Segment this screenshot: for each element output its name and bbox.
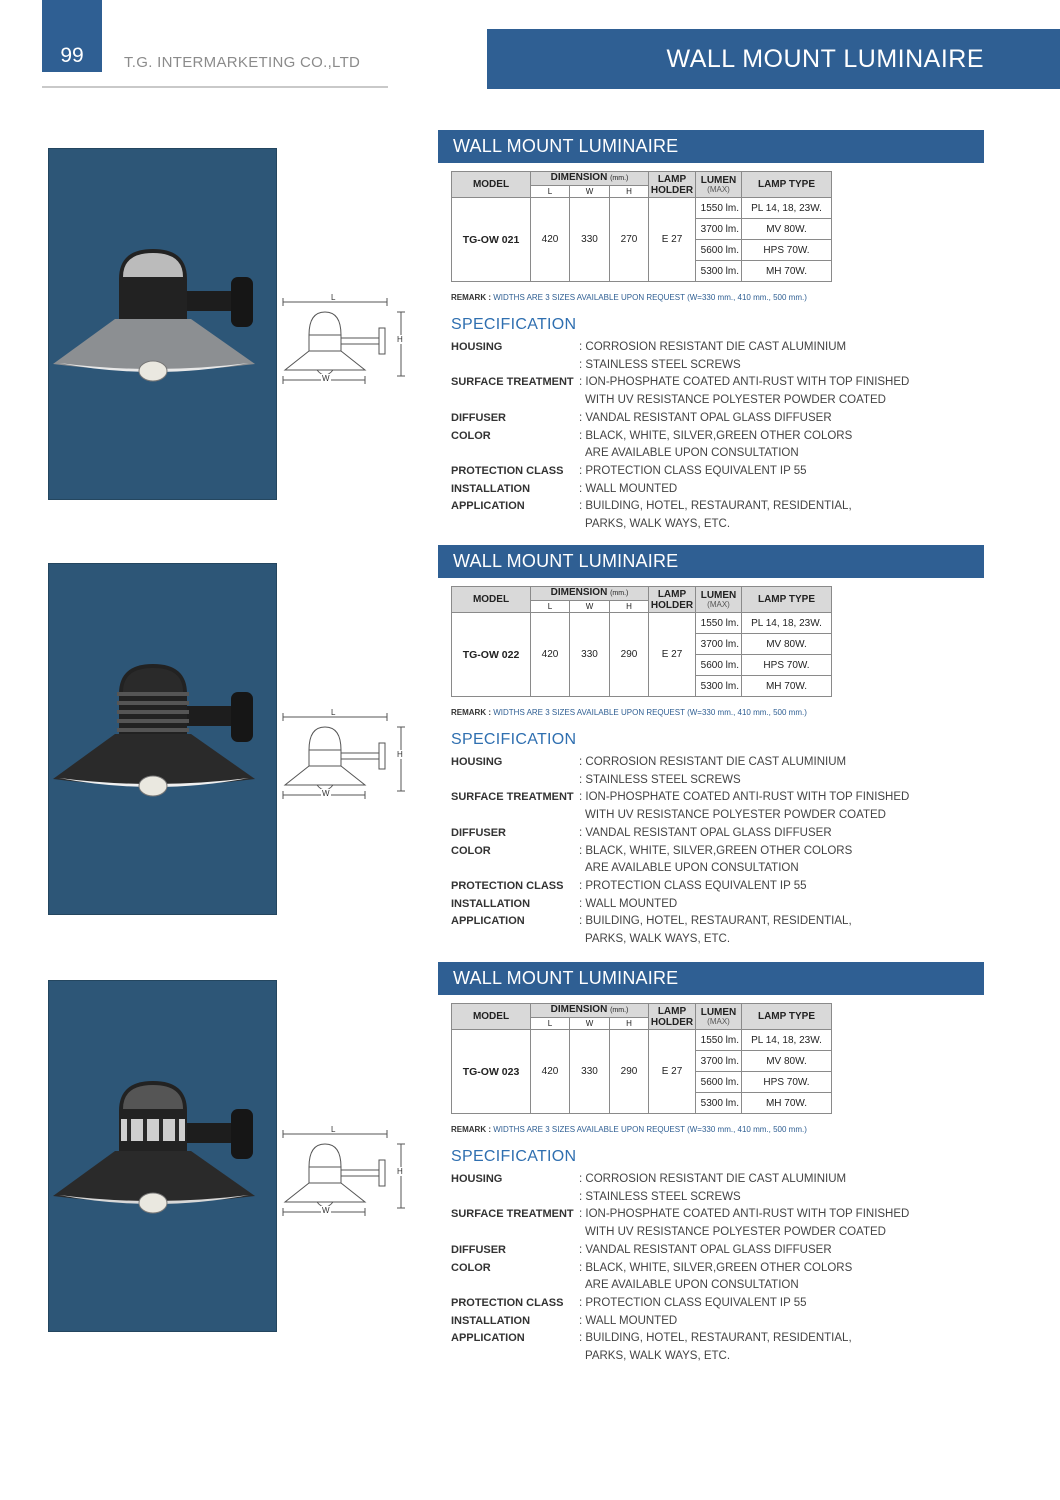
spec-table — [451, 1003, 832, 1114]
dim-l-cell: 420 — [531, 613, 570, 697]
spec-key: DIFFUSER — [451, 1243, 506, 1256]
spec-value: ARE AVAILABLE UPON CONSULTATION — [585, 447, 799, 460]
header-dimension-label: DIMENSION — [550, 172, 608, 183]
spec-key — [451, 772, 579, 790]
spec-key: HOUSING — [451, 756, 503, 768]
header-dimension-label: DIMENSION — [550, 587, 608, 598]
dim-h-cell: 290 — [610, 1030, 649, 1114]
spec-value: : ION-PHOSPHATE COATED ANTI-RUST WITH TOP FINISHED — [579, 376, 910, 389]
lamp-holder-cell: E 27 — [649, 613, 696, 697]
dim-l-cell: 420 — [531, 1030, 570, 1114]
lamp-type-cell: MV 80W. — [742, 219, 832, 240]
spec-key: SURFACE TREATMENT — [451, 376, 574, 389]
specification-list — [451, 1171, 919, 1366]
remark-text: WIDTHS ARE 3 SIZES AVAILABLE UPON REQUEST (W=330 mm., 410 mm., 500 mm.) — [493, 1125, 807, 1134]
remark-text: WIDTHS ARE 3 SIZES AVAILABLE UPON REQUEST (W=330 mm., 410 mm., 500 mm.) — [493, 293, 807, 302]
spec-key — [451, 1189, 579, 1207]
spec-key: PROTECTION CLASS — [451, 879, 564, 892]
spec-key: SURFACE TREATMENT — [451, 1208, 574, 1221]
lamp-type-cell: HPS 70W. — [742, 1072, 832, 1093]
specification-list — [451, 754, 919, 949]
spec-row — [451, 931, 919, 949]
lumen-cell: 1550 lm. — [696, 1030, 742, 1051]
spec-row — [451, 789, 919, 807]
header-l: L — [531, 601, 570, 613]
header-lamp-holder — [649, 172, 696, 198]
spec-key — [451, 1348, 579, 1366]
spec-key: COLOR — [451, 429, 491, 442]
spec-key: COLOR — [451, 1261, 491, 1274]
lamp-type-cell: HPS 70W. — [742, 655, 832, 676]
header-lumen-sub: (MAX) — [707, 184, 730, 194]
drawing-label-h: H — [397, 335, 403, 344]
spec-key — [451, 931, 579, 949]
spec-key — [451, 392, 579, 410]
spec-key: COLOR — [451, 844, 491, 857]
drawing-label-l: L — [331, 1125, 336, 1134]
spec-row — [451, 913, 919, 931]
header-dimension — [531, 587, 649, 601]
spec-row — [451, 1206, 919, 1224]
spec-value: : CORROSION RESISTANT DIE CAST ALUMINIUM — [579, 1173, 847, 1185]
lumen-cell: 3700 lm. — [696, 1051, 742, 1072]
lumen-cell: 5300 lm. — [696, 676, 742, 697]
lumen-cell: 5600 lm. — [696, 1072, 742, 1093]
remark-text: WIDTHS ARE 3 SIZES AVAILABLE UPON REQUEST (W=330 mm., 410 mm., 500 mm.) — [493, 708, 807, 717]
remark-label: REMARK : — [451, 293, 491, 302]
header-h: H — [610, 186, 649, 198]
section-title: WALL MOUNT LUMINAIRE — [487, 29, 1060, 89]
specification-heading: SPECIFICATION — [451, 316, 577, 333]
model-cell: TG-OW 022 — [452, 613, 531, 697]
product-block — [0, 130, 1060, 540]
spec-value: PARKS, WALK WAYS, ETC. — [585, 933, 731, 946]
specification-heading: SPECIFICATION — [451, 731, 577, 748]
spec-value: : BUILDING, HOTEL, RESTAURANT, RESIDENTIAL, — [579, 1332, 852, 1345]
spec-key — [451, 1224, 579, 1242]
spec-table — [451, 171, 832, 282]
header-dimension-unit: (mm.) — [610, 1007, 629, 1014]
product-block — [0, 962, 1060, 1372]
header-w: W — [570, 601, 610, 613]
spec-value: : STAINLESS STEEL SCREWS — [579, 358, 741, 371]
spec-value: : WALL MOUNTED — [579, 897, 678, 910]
product-photo — [48, 980, 277, 1332]
spec-value: : VANDAL RESISTANT OPAL GLASS DIFFUSER — [579, 826, 832, 839]
spec-key — [451, 860, 579, 878]
spec-key — [451, 516, 579, 534]
spec-key: INSTALLATION — [451, 897, 531, 910]
spec-value: : VANDAL RESISTANT OPAL GLASS DIFFUSER — [579, 411, 832, 424]
spec-value: : PROTECTION CLASS EQUIVALENT IP 55 — [579, 464, 807, 477]
spec-value: : CORROSION RESISTANT DIE CAST ALUMINIUM — [579, 341, 847, 353]
header-lamp: LAMP — [657, 173, 687, 185]
page-number: 99 — [42, 0, 102, 72]
spec-row — [451, 896, 919, 914]
lamp-type-cell: MV 80W. — [742, 634, 832, 655]
dimension-drawing — [279, 290, 409, 390]
spec-value: : WALL MOUNTED — [579, 1314, 678, 1327]
header-l: L — [531, 186, 570, 198]
header-lamp-holder — [649, 587, 696, 613]
spec-value: : WALL MOUNTED — [579, 482, 678, 495]
spec-row — [451, 516, 919, 534]
drawing-label-h: H — [397, 1167, 403, 1176]
dimension-drawing — [279, 1122, 409, 1222]
dimension-drawing — [279, 705, 409, 805]
spec-row — [451, 1242, 919, 1260]
spec-row — [451, 1330, 919, 1348]
spec-value: : BUILDING, HOTEL, RESTAURANT, RESIDENTIAL, — [579, 915, 852, 928]
spec-row — [451, 392, 919, 410]
lamp-illustration — [49, 564, 278, 916]
spec-key: INSTALLATION — [451, 1314, 531, 1327]
spec-key: INSTALLATION — [451, 482, 531, 495]
spec-row — [451, 481, 919, 499]
spec-key: APPLICATION — [451, 1332, 525, 1345]
header-lumen-label: LUMEN — [700, 174, 737, 186]
product-title: WALL MOUNT LUMINAIRE — [438, 962, 984, 995]
remark-label: REMARK : — [451, 1125, 491, 1134]
spec-value: : PROTECTION CLASS EQUIVALENT IP 55 — [579, 879, 807, 892]
remark — [451, 708, 807, 717]
lamp-type-cell: HPS 70W. — [742, 240, 832, 261]
spec-value: : CORROSION RESISTANT DIE CAST ALUMINIUM — [579, 756, 847, 768]
header-lumen — [696, 1004, 742, 1030]
header-holder: HOLDER — [650, 599, 694, 611]
spec-row — [451, 428, 919, 446]
header-model: MODEL — [452, 1004, 531, 1030]
lamp-type-cell: PL 14, 18, 23W. — [742, 198, 832, 219]
spec-row — [451, 374, 919, 392]
lumen-cell: 5300 lm. — [696, 261, 742, 282]
product-title: WALL MOUNT LUMINAIRE — [438, 130, 984, 163]
spec-key: APPLICATION — [451, 500, 525, 513]
spec-value: : STAINLESS STEEL SCREWS — [579, 773, 741, 786]
spec-value: : BLACK, WHITE, SILVER,GREEN OTHER COLORS — [579, 429, 853, 442]
lamp-holder-cell: E 27 — [649, 198, 696, 282]
lamp-type-cell: MH 70W. — [742, 676, 832, 697]
dim-h-cell: 270 — [610, 198, 649, 282]
spec-value: : STAINLESS STEEL SCREWS — [579, 1190, 741, 1203]
spec-value: PARKS, WALK WAYS, ETC. — [585, 1350, 731, 1363]
spec-row — [451, 357, 919, 375]
lumen-cell: 1550 lm. — [696, 613, 742, 634]
lamp-illustration — [49, 149, 278, 501]
spec-value: ARE AVAILABLE UPON CONSULTATION — [585, 862, 799, 875]
spec-value: : PROTECTION CLASS EQUIVALENT IP 55 — [579, 1296, 807, 1309]
spec-row — [451, 1313, 919, 1331]
spec-row — [451, 498, 919, 516]
header-lumen — [696, 172, 742, 198]
header-dimension — [531, 172, 649, 186]
spec-key: APPLICATION — [451, 915, 525, 928]
drawing-label-w: W — [322, 1206, 330, 1215]
spec-key: PROTECTION CLASS — [451, 464, 564, 477]
header-lumen-label: LUMEN — [700, 589, 737, 601]
dim-l-cell: 420 — [531, 198, 570, 282]
header-h: H — [610, 601, 649, 613]
model-cell: TG-OW 021 — [452, 198, 531, 282]
spec-value: : BLACK, WHITE, SILVER,GREEN OTHER COLORS — [579, 844, 853, 857]
header-dimension-unit: (mm.) — [610, 175, 629, 182]
remark-label: REMARK : — [451, 708, 491, 717]
header-h: H — [610, 1018, 649, 1030]
spec-value: WITH UV RESISTANCE POLYESTER POWDER COATED — [585, 1226, 886, 1239]
spec-value: PARKS, WALK WAYS, ETC. — [585, 518, 731, 531]
product-block — [0, 545, 1060, 955]
spec-value: : BUILDING, HOTEL, RESTAURANT, RESIDENTIAL, — [579, 500, 852, 513]
spec-row — [451, 860, 919, 878]
header-lamp-type: LAMP TYPE — [742, 1004, 832, 1030]
spec-row — [451, 339, 919, 357]
lumen-cell: 5600 lm. — [696, 240, 742, 261]
header-w: W — [570, 186, 610, 198]
header-lumen-sub: (MAX) — [707, 1016, 730, 1026]
header-dimension-label: DIMENSION — [550, 1004, 608, 1015]
model-cell: TG-OW 023 — [452, 1030, 531, 1114]
header-holder: HOLDER — [650, 184, 694, 196]
header-lumen-sub: (MAX) — [707, 599, 730, 609]
spec-key: HOUSING — [451, 341, 503, 353]
lamp-type-cell: PL 14, 18, 23W. — [742, 613, 832, 634]
drawing-label-h: H — [397, 750, 403, 759]
drawing-label-l: L — [331, 708, 336, 717]
specification-list — [451, 339, 919, 534]
header-w: W — [570, 1018, 610, 1030]
lamp-type-cell: MV 80W. — [742, 1051, 832, 1072]
drawing-label-l: L — [331, 293, 336, 302]
header-model: MODEL — [452, 587, 531, 613]
spec-value: : VANDAL RESISTANT OPAL GLASS DIFFUSER — [579, 1243, 832, 1256]
spec-value: : ION-PHOSPHATE COATED ANTI-RUST WITH TOP FINISHED — [579, 1208, 910, 1221]
spec-row — [451, 1277, 919, 1295]
header-holder: HOLDER — [650, 1016, 694, 1028]
spec-row — [451, 825, 919, 843]
lumen-cell: 3700 lm. — [696, 634, 742, 655]
lamp-type-cell: MH 70W. — [742, 1093, 832, 1114]
spec-value: WITH UV RESISTANCE POLYESTER POWDER COATED — [585, 809, 886, 822]
spec-table — [451, 586, 832, 697]
spec-row — [451, 843, 919, 861]
dim-w-cell: 330 — [570, 198, 610, 282]
header-lamp-type: LAMP TYPE — [742, 172, 832, 198]
spec-key: DIFFUSER — [451, 826, 506, 839]
remark — [451, 1125, 807, 1134]
drawing-label-w: W — [322, 374, 330, 383]
dim-w-cell: 330 — [570, 613, 610, 697]
specification-heading: SPECIFICATION — [451, 1148, 577, 1165]
spec-value: WITH UV RESISTANCE POLYESTER POWDER COATED — [585, 394, 886, 407]
spec-value: : BLACK, WHITE, SILVER,GREEN OTHER COLORS — [579, 1261, 853, 1274]
spec-row — [451, 410, 919, 428]
header-dimension — [531, 1004, 649, 1018]
header-lamp: LAMP — [657, 588, 687, 600]
spec-row — [451, 772, 919, 790]
header-lamp-holder — [649, 1004, 696, 1030]
lamp-type-cell: PL 14, 18, 23W. — [742, 1030, 832, 1051]
lamp-holder-cell: E 27 — [649, 1030, 696, 1114]
remark — [451, 293, 807, 302]
company-name: T.G. INTERMARKETING CO.,LTD — [124, 54, 361, 71]
lamp-illustration — [49, 981, 278, 1333]
spec-row — [451, 463, 919, 481]
header-dimension-unit: (mm.) — [610, 590, 629, 597]
spec-row — [451, 1224, 919, 1242]
drawing-label-w: W — [322, 789, 330, 798]
header-lumen-label: LUMEN — [700, 1006, 737, 1018]
spec-value: ARE AVAILABLE UPON CONSULTATION — [585, 1279, 799, 1292]
spec-key: HOUSING — [451, 1173, 503, 1185]
lumen-cell: 5600 lm. — [696, 655, 742, 676]
spec-row — [451, 1260, 919, 1278]
spec-row — [451, 878, 919, 896]
header-model: MODEL — [452, 172, 531, 198]
spec-key — [451, 1277, 579, 1295]
spec-row — [451, 807, 919, 825]
lumen-cell: 1550 lm. — [696, 198, 742, 219]
spec-key — [451, 445, 579, 463]
lumen-cell: 5300 lm. — [696, 1093, 742, 1114]
lumen-cell: 3700 lm. — [696, 219, 742, 240]
product-photo — [48, 563, 277, 915]
header-lamp-type: LAMP TYPE — [742, 587, 832, 613]
spec-row — [451, 1189, 919, 1207]
dim-h-cell: 290 — [610, 613, 649, 697]
spec-key: PROTECTION CLASS — [451, 1296, 564, 1309]
header-l: L — [531, 1018, 570, 1030]
spec-row — [451, 445, 919, 463]
spec-key: SURFACE TREATMENT — [451, 791, 574, 804]
spec-row — [451, 1348, 919, 1366]
product-title: WALL MOUNT LUMINAIRE — [438, 545, 984, 578]
spec-row — [451, 1171, 919, 1189]
spec-key: DIFFUSER — [451, 411, 506, 424]
spec-value: : ION-PHOSPHATE COATED ANTI-RUST WITH TOP FINISHED — [579, 791, 910, 804]
spec-key — [451, 807, 579, 825]
spec-key — [451, 357, 579, 375]
lamp-type-cell: MH 70W. — [742, 261, 832, 282]
product-photo — [48, 148, 277, 500]
header-divider — [42, 86, 388, 88]
spec-row — [451, 1295, 919, 1313]
dim-w-cell: 330 — [570, 1030, 610, 1114]
header-lamp: LAMP — [657, 1005, 687, 1017]
spec-row — [451, 754, 919, 772]
header-lumen — [696, 587, 742, 613]
